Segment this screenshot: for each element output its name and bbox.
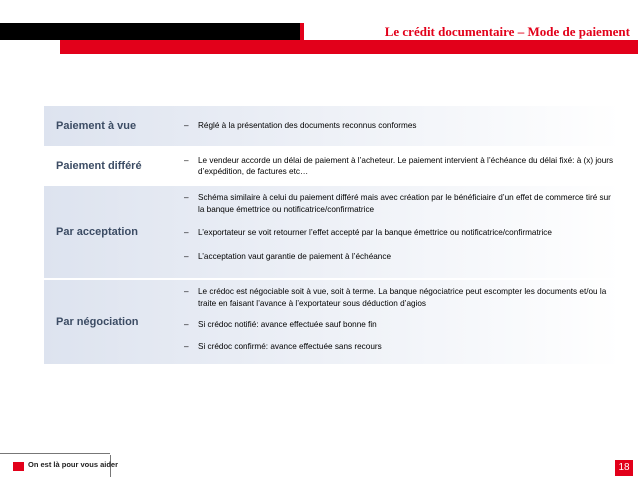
list-item: – Le vendeur accorde un délai de paiement à l’acheteur. Le paiement intervient à l’échéance du délai fixé: à (x) jours d’expédition, de factures etc… — [184, 155, 614, 176]
page-title: Le crédit documentaire – Mode de paiement — [304, 23, 638, 40]
table-row — [44, 278, 621, 364]
list-item: – L’exportateur se voit retourner l’effet accepté par la banque émettrice ou notificatrice/confirmatrice — [184, 228, 552, 237]
table-row — [44, 106, 621, 146]
page-number: 18 — [615, 460, 633, 476]
list-item: – L’acceptation vaut garantie de paiement à l’échéance — [184, 251, 391, 261]
footer-divider — [0, 453, 110, 454]
table-row — [44, 184, 621, 278]
list-item: – Si crédoc notifié: avance effectuée sauf bonne fin — [184, 320, 377, 329]
header-red-strip — [60, 40, 304, 54]
row-category: Paiement différé — [56, 160, 142, 172]
row-description — [174, 148, 621, 184]
header-black-band — [0, 23, 300, 40]
list-item: – Si crédoc confirmé: avance effectuée sans recours — [184, 341, 382, 351]
table-row — [44, 146, 621, 184]
payment-modes-table — [44, 106, 621, 364]
list-item: – Le crédoc est négociable soit à vue, soit à terme. La banque négociatrice peut escompter les documents et/ou la traite en faisant l’avance à l’exportateur sous déduction d’agios — [184, 287, 607, 308]
row-description — [174, 186, 621, 278]
list-item: – Schéma similaire à celui du paiement différé mais avec création par le bénéficiaire d’un effet de commerce tiré sur la banque émettrice ou notificatrice/confirmatrice — [184, 193, 611, 214]
row-category: Paiement à vue — [56, 120, 137, 132]
brand-logo-icon — [13, 462, 24, 471]
row-description — [174, 280, 621, 364]
row-category: Par acceptation — [56, 226, 138, 238]
list-item: – Réglé à la présentation des documents reconnus conformes — [184, 121, 417, 131]
row-description — [174, 106, 621, 146]
row-category: Par négociation — [56, 316, 139, 328]
footer-slogan: On est là pour vous aider — [28, 460, 119, 469]
